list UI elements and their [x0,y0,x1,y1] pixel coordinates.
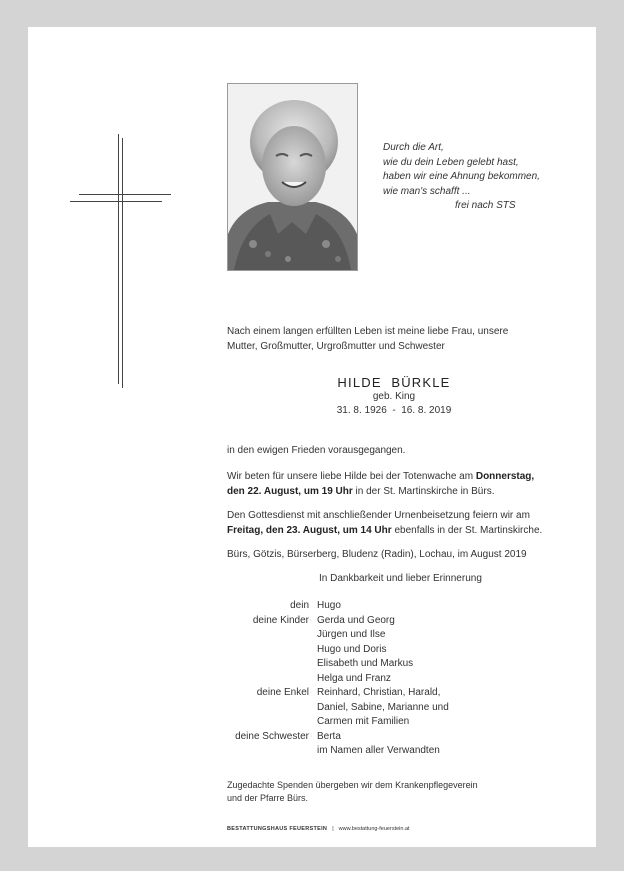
footer-separator: | [332,826,334,832]
gratitude-text: In Dankbarkeit und lieber Erinnerung [319,573,482,584]
family-name: Elisabeth und Markus [317,658,414,669]
passed-text: in den ewigen Frieden vorausgegangen. [227,445,406,456]
intro-text [227,325,508,354]
footer [227,826,410,832]
donations-line: und der Pfarre Bürs. [227,793,309,803]
family-row [227,599,449,614]
donations-text [227,779,478,805]
family-name: Jürgen und Ilse [317,629,386,640]
relation-label: deine Enkel [256,687,309,698]
wake-location: in der St. Martinskirche in Bürs. [352,485,495,497]
website-link[interactable]: www.bestattung-feuerstein.at [338,826,410,832]
life-dates: 31. 8. 1926 - 16. 8. 2019 [336,405,452,416]
donations-line: Zugedachte Spenden übergeben wir dem Krankenpflegeverein [227,780,478,790]
family-name: Hugo [317,600,341,611]
deceased-block [227,375,561,418]
family-name: Berta [317,730,341,742]
quote-line: Durch die Art, [383,142,444,153]
intro-line: Nach einem langen erfüllten Leben ist meine liebe Frau, unsere [227,326,509,337]
birth-name: geb. King [372,391,416,402]
family-name: Carmen mit Familien [317,716,410,727]
family-name: im Namen aller Verwandten [317,745,440,756]
relation-label: deine Kinder [252,614,309,626]
family-name: Helga und Franz [317,672,391,684]
quote [383,141,540,214]
wake-time: den 22. August, um 19 Uhr [227,485,353,497]
portrait-photo [227,83,358,271]
quote-line: wie du dein Leben gelebt hast, [383,156,519,168]
intro-line: Mutter, Großmutter, Urgroßmutter und Schwester [227,340,445,352]
wake-text-part: Wir beten für unsere liebe Hilde bei der Totenwache am [227,471,476,482]
family-name: Hugo und Doris [317,643,387,655]
service-text-part: Den Gottesdienst mit anschließender Urnenbeisetzung feiern wir am [227,510,530,521]
obituary-sheet [28,27,596,847]
service-location: ebenfalls in der St. Martinskirche. [391,524,543,536]
service-text [227,509,542,538]
family-list [227,599,449,759]
family-row: deine Kinder · Gerda und Georg Jürgen und Ilse Hugo und Doris Elisabeth und Markus Helga und Franz [227,614,449,687]
quote-source: frei nach STS [455,200,516,211]
family-name: Reinhard, Christian, Harald, [317,687,441,698]
family-row: deine Schwester · Berta im Namen aller Verwandten [227,730,449,759]
wake-date: Donnerstag, [475,471,535,482]
deceased-name: HILDE BÜRKLE [337,375,451,390]
quote-line: haben wir eine Ahnung bekommen, [383,171,540,182]
relation-label: dein [290,600,309,611]
relation-label: deine Schwester [235,730,309,742]
service-date: Freitag, den 23. August, um 14 Uhr [227,524,392,536]
wake-text [227,470,534,499]
company-name: BESTATTUNGSHAUS FEUERSTEIN [227,826,328,832]
family-name: Gerda und Georg [317,614,395,626]
places-date: Bürs, Götzis, Bürserberg, Bludenz (Radin), Lochau, im August 2019 [227,549,527,560]
family-name: Daniel, Sabine, Marianne und [317,701,449,713]
quote-line: wie man's schafft ... [383,185,471,197]
family-row: deine Enkel · Reinhard, Christian, Harald, Daniel, Sabine, Marianne und Carmen mit Familien [227,686,449,730]
